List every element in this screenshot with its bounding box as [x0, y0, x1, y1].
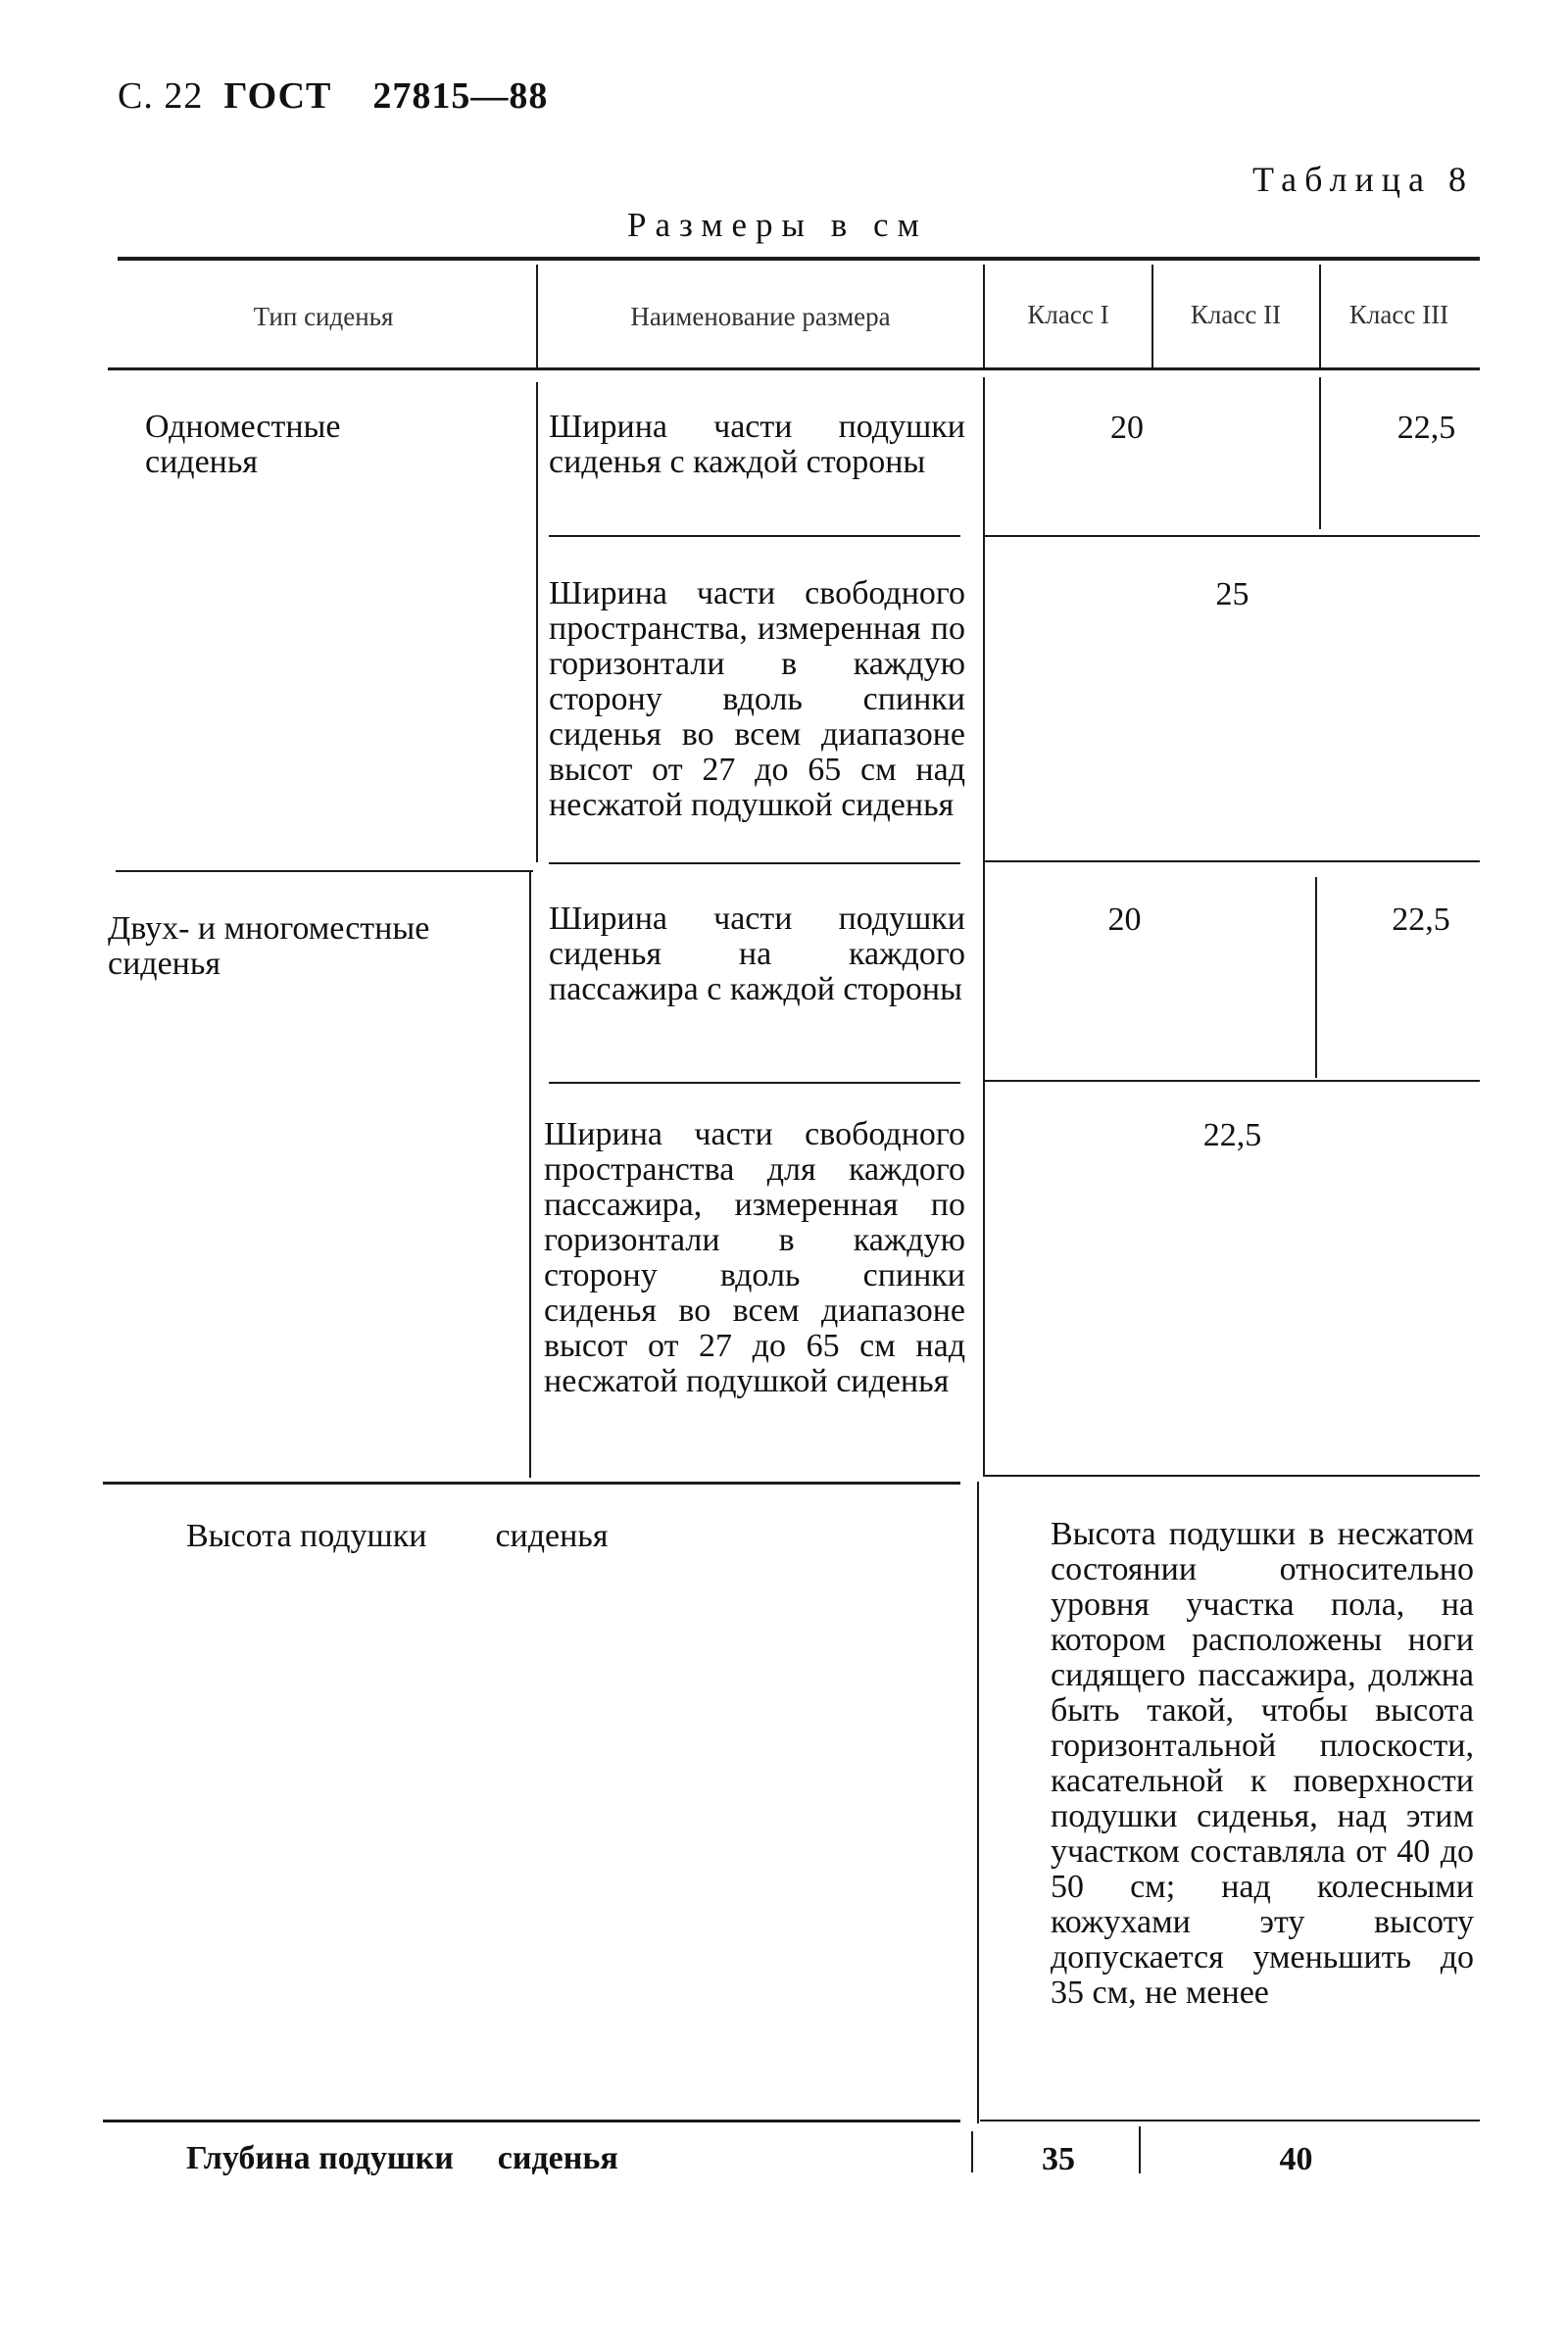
height-row-rule-right [980, 2120, 1480, 2122]
row1-class-1-2: 20 [1110, 410, 1144, 446]
row3-rule [549, 1082, 960, 1084]
page-number: С. 22 [118, 75, 204, 117]
table-title: Таблица 8 [1252, 160, 1474, 199]
col-sep-class2 [1319, 265, 1321, 367]
row3-rule-right [985, 1080, 1480, 1082]
col-sep-name-depth [971, 2131, 973, 2172]
seat-type-single: Одноместные сиденья [145, 409, 341, 480]
col-sep-type-body [536, 382, 538, 862]
depth-class-1: 35 [1042, 2141, 1075, 2177]
height-row-rule [103, 2120, 960, 2122]
row4-rule-right [985, 1475, 1480, 1477]
col-sep-name-lower [977, 1482, 979, 2123]
col-header-seat-type: Тип сиденья [253, 302, 394, 331]
row4-rule [103, 1482, 960, 1485]
row3-class-3: 22,5 [1392, 902, 1450, 938]
row2-all-classes: 25 [1215, 576, 1250, 612]
header-bottom-rule [108, 367, 1480, 370]
height-requirement: Высота подушки в несжатом состоянии относительно уровня участка пола, на котором расположены ноги сидящего пассажира, должна быть такой, чтобы высота горизонтальной плоскости, касательной к поверхности подушки сиденья, над этим участком составляла от 40 до 50 см; над колесными кожухами эту высоту допускается уменьшить до 35 см, не менее [1051, 1516, 1474, 2011]
row1-rule-right [985, 535, 1480, 537]
row1-class-3: 22,5 [1396, 410, 1456, 446]
col-sep-class2-row3 [1315, 877, 1317, 1078]
depth-label-part1: Глубина подушки [186, 2140, 454, 2176]
seat-type-multi: Двух- и многоместные сиденья [108, 910, 430, 982]
row4-all-classes: 22,5 [1202, 1117, 1262, 1153]
height-label-part1: Высота подушки [186, 1518, 427, 1554]
row1-description: Ширина части подушки сиденья с каждой стороны [549, 409, 965, 480]
row1-rule [549, 535, 960, 537]
table-top-rule [118, 257, 1480, 261]
col-header-class-2: Класс II [1190, 300, 1282, 329]
depth-label-part2: сиденья [497, 2140, 618, 2176]
standard-number: 27815—88 [372, 75, 549, 117]
row2-rule-right [985, 860, 1480, 862]
row2-rule [549, 862, 960, 864]
row2-description: Ширина части свободного пространства, измеренная по горизонтали в каждую сторону вдоль спинки сиденья во всем диапазоне высот от 27 до 65 см над несжатой подушкой сиденья [549, 575, 965, 823]
col-sep-name [983, 265, 985, 367]
page-header [118, 74, 548, 118]
row4-description: Ширина части свободного пространства для каждого пассажира, измеренная по горизонтали в каждую сторону вдоль спинки сиденья во всем диапазоне высот от 27 до 65 см над несжатой подушкой сиденья [544, 1116, 965, 1399]
col-sep-depth-values [1139, 2126, 1141, 2173]
col-sep-type [536, 265, 538, 367]
col-header-class-3: Класс III [1348, 300, 1449, 329]
col-header-dimension: Наименование размера [630, 302, 891, 331]
row3-description: Ширина части подушки сиденья на каждого пассажира с каждой стороны [549, 901, 965, 1007]
row3-class-1-2: 20 [1107, 902, 1142, 938]
standard-label: ГОСТ [223, 75, 332, 117]
height-label [186, 1519, 931, 1554]
col-sep-class1 [1152, 265, 1153, 367]
depth-label [186, 2141, 931, 2176]
table-units: Размеры в см [627, 206, 928, 244]
col-sep-class2-row1 [1319, 377, 1321, 529]
col-header-class-1: Класс I [1027, 300, 1109, 329]
height-label-part2: сиденья [495, 1518, 609, 1554]
depth-class-2-3: 40 [1279, 2141, 1313, 2177]
group1-rule [116, 870, 533, 872]
